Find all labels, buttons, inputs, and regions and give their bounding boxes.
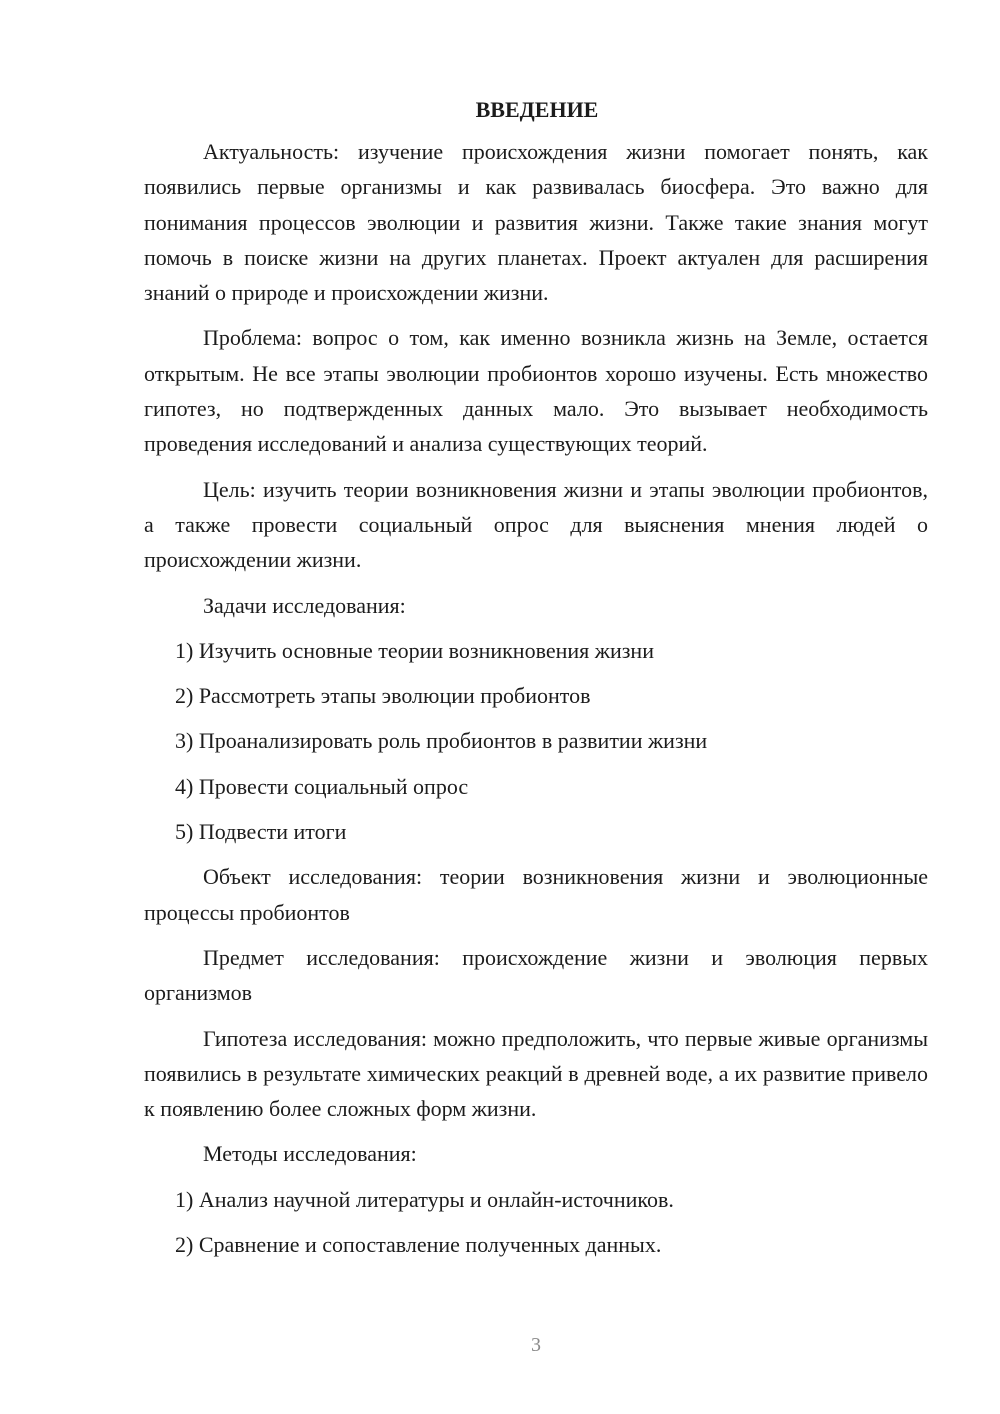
list-item-task: 4) Провести социальный опрос [175, 773, 469, 799]
paragraph-object: Объект исследования: теории возникновения жизни и эволюционные процессы пробионтов [144, 864, 928, 925]
paragraph-subject: Предмет исследования: происхождение жизни и эволюция первых организмов [144, 944, 928, 1006]
paragraph-problem: Проблема: вопрос о том, как именно возникла жизнь на Земле, остается открытым. Не все этапы эволюции пробионтов хорошо изучены. Есть множество гипотез, но подтвержденных данных мало. Это вызывает необходимость проведения исследований и анализа существующих теорий. [144, 325, 928, 457]
paragraph-hypothesis: Гипотеза исследования: можно предположить, что первые живые организмы появились в результате химических реакций в древней воде, а их развитие привело к появлению более сложных форм жизни. [144, 1025, 928, 1122]
methods-title: Методы исследования: [203, 1141, 417, 1167]
paragraph-goal: Цель: изучить теории возникновения жизни и этапы эволюции пробионтов, а также провести социальный опрос для выяснения мнения людей о происхождении жизни. [144, 476, 928, 573]
page-number: 3 [531, 1334, 541, 1356]
tasks-title: Задачи исследования: [203, 592, 406, 618]
section-heading: ВВЕДЕНИЕ [475, 97, 599, 122]
list-item-task: 3) Проанализировать роль пробионтов в развитии жизни [175, 728, 708, 754]
list-item-method: 1) Анализ научной литературы и онлайн-источников. [175, 1186, 674, 1212]
list-item-task: 2) Рассмотреть этапы эволюции пробионтов [175, 683, 591, 709]
list-item-task: 5) Подвести итоги [175, 819, 347, 845]
list-item-method: 2) Сравнение и сопоставление полученных данных. [175, 1232, 662, 1258]
paragraph-relevance: Актуальность: изучение происхождения жизни помогает понять, как появились первые организмы и как развивалась биосфера. Это важно для понимания процессов эволюции и развития жизни. Также такие знания могут помочь в поиске жизни на других планетах. Проект актуален для расширения знаний о природе и происхождении жизни. [144, 139, 928, 306]
list-item-task: 1) Изучить основные теории возникновения жизни [175, 637, 654, 663]
